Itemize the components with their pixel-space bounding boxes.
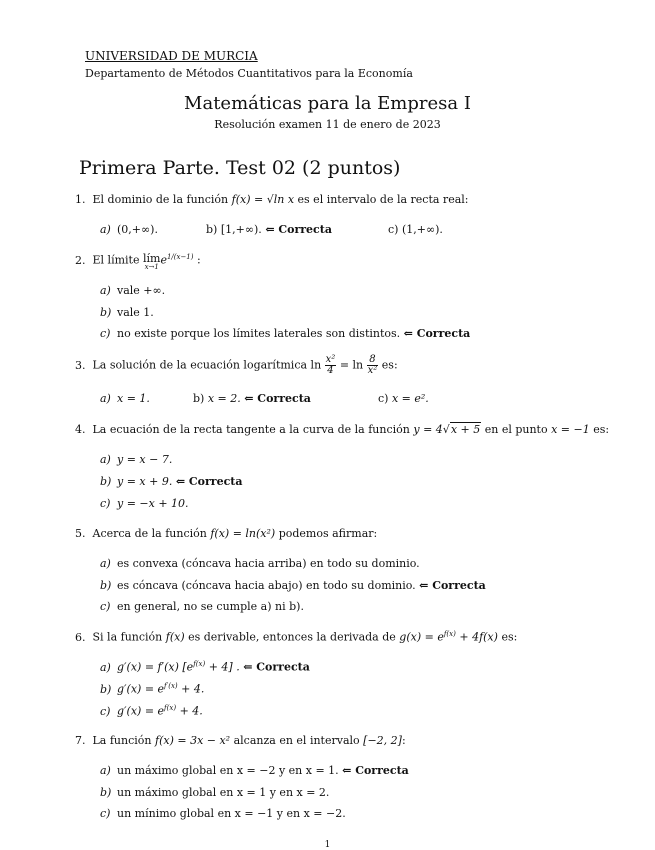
question-1: 1. El dominio de la función f(x) = √ln x es el intervalo de la recta real:	[75, 193, 469, 206]
question-3-option-c: c) x = e².	[378, 392, 429, 405]
correct-marker: ⇐ Correcta	[403, 327, 471, 340]
fraction-x2-over-4: $\frac{\text{x²}}{4}$	[325, 354, 336, 376]
question-6-option-a: a) g′(x) = f′(x) $[e^{f(x)} + 4]$ . ⇐ Correcta	[100, 660, 310, 674]
fraction-8-over-x2: $\frac{8}{\text{x²}}$	[367, 354, 378, 376]
question-5: 5. Acerca de la función f(x) = ln(x²) podemos afirmar:	[75, 527, 378, 540]
question-2: 2. El límite lím x→1 $e^{1/(x-1)}$ :	[75, 252, 201, 271]
university-name: UNIVERSIDAD DE MURCIA	[85, 49, 258, 63]
question-3-option-b: b) x = 2. ⇐ Correcta	[193, 392, 311, 405]
question-1-math: f(x) = √ln x	[231, 193, 295, 206]
question-1-option-b: b) [1,+∞). ⇐ Correcta	[206, 223, 332, 236]
question-5-option-b: b) es cóncava (cóncava hacia abajo) en todo su dominio. ⇐ Correcta	[100, 579, 486, 592]
question-4-option-a: a) y = x − 7.	[100, 453, 173, 466]
question-7-option-b: b) un máximo global en x = 1 y en x = 2.	[100, 786, 330, 799]
question-4-option-c: c) y = −x + 10.	[100, 497, 189, 510]
question-5-option-a: a) es convexa (cóncava hacia arriba) en todo su dominio.	[100, 557, 420, 570]
correct-marker: ⇐ Correcta	[419, 579, 486, 592]
question-1-option-c: c) (1,+∞).	[388, 223, 443, 236]
question-2-option-a: a) vale +∞.	[100, 284, 166, 297]
question-2-option-c: c) no existe porque los límites laterales son distintos. ⇐ Correcta	[100, 327, 471, 340]
department-name: Departamento de Métodos Cuantitativos para la Economía	[85, 67, 413, 80]
question-5-option-c: c) en general, no se cumple a) ni b).	[100, 600, 304, 613]
correct-marker: ⇐ Correcta	[244, 392, 311, 405]
question-7-option-a: a) un máximo global en x = −2 y en x = 1. ⇐ Correcta	[100, 764, 409, 777]
limit-operator: lím x→1	[142, 252, 161, 271]
question-3-option-a: a) x = 1.	[100, 392, 150, 405]
question-2-option-b: b) vale 1.	[100, 306, 154, 319]
correct-marker: ⇐ Correcta	[175, 475, 243, 488]
question-6-option-c: c) $g'(x) = e^{f(x)} + 4$.	[100, 704, 203, 718]
course-title: Matemáticas para la Empresa I	[184, 93, 471, 114]
correct-marker: ⇐ Correcta	[243, 660, 310, 674]
section-title: Primera Parte. Test 02 (2 puntos)	[79, 157, 401, 179]
page-number: 1	[324, 840, 331, 850]
question-3: 3. La solución de la ecuación logarítmica ln $\frac{\text{x²}}{4}$ = ln $\frac{8}{\text{x²}}$ es:	[75, 354, 398, 376]
correct-marker: ⇐ Correcta	[342, 764, 409, 777]
question-1-option-a: a) (0,+∞).	[100, 223, 158, 236]
question-6-option-b: b) $g'(x) = e^{f'(x)} + 4$.	[100, 682, 205, 696]
correct-marker: ⇐ Correcta	[265, 223, 332, 236]
question-4-option-b: b) y = x + 9. ⇐ Correcta	[100, 475, 243, 488]
question-7-option-c: c) un mínimo global en x = −1 y en x = −2.	[100, 807, 346, 820]
question-7: 7. La función f(x) = 3x − x² alcanza en el intervalo [−2, 2]:	[75, 734, 406, 747]
question-6: 6. Si la función f(x) es derivable, entonces la derivada de $g(x) = e^{f(x)} + 4f(x)$ es:	[75, 630, 518, 644]
question-4: 4. La ecuación de la recta tangente a la curva de la función y = 4√x + 5 en el punto x = −1 es:	[75, 423, 610, 436]
exam-subtitle: Resolución examen 11 de enero de 2023	[214, 118, 441, 131]
